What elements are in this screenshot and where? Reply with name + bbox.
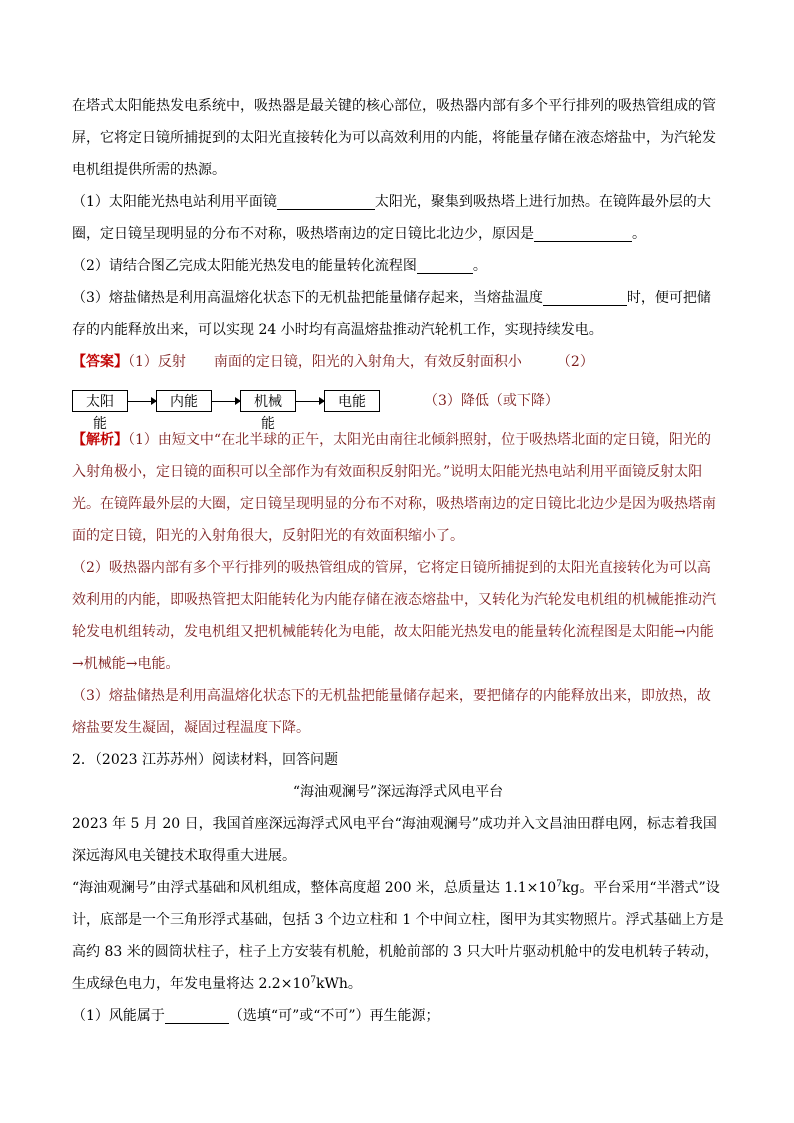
article-title: “海油观澜号”深远海浮式风电平台 (292, 784, 504, 800)
question-3-part-a: （3）熔盐储热是利用高温熔化状态下的无机盐把能量储存起来，当熔盐温度 (72, 290, 543, 306)
answer-blank[interactable] (277, 189, 375, 210)
paragraph-2-part-b: kg。平台采用“半潜式”设计，底部是一个三角形浮式基础，包括 3 个边立柱和 1 个中间立柱，图甲为其实物照片。浮式基础上方是高约 83 米的圆筒状柱子，柱子上方安装有机舱，机舱前部的 3 只大叶片驱动机舱中的发电机转子转动，生成绿色电力，年发电量将达 2.2×10 (72, 880, 724, 992)
question-1-part-c: 。 (632, 226, 646, 242)
question-4-part-a: （1）风能属于 (72, 1008, 165, 1024)
arrow-icon (296, 401, 324, 402)
question-3 (72, 282, 724, 346)
question-header: 2．（2023 江苏苏州）阅读材料，回答问题 (72, 752, 338, 768)
question-1 (72, 186, 724, 250)
flow-box-mechanical: 机械能 (240, 390, 296, 412)
analysis-3: （3）熔盐储热是利用高温熔化状态下的无机盐把能量储存起来，要把储存的内能释放出来，即放热，故熔盐要发生凝固，凝固过程温度下降。 (72, 688, 711, 736)
flow-box-internal: 内能 (156, 390, 212, 412)
answer-tag: 【答案】 (72, 354, 128, 370)
analysis-2: （2）吸热器内部有多个平行排列的吸热管组成的管屏，它将定日镜所捕捉到的太阳光直接转化为可以高效利用的内能，即吸热管把太阳能转化为内能存储在液态熔盐中，又转化为汽轮发电机组的机械能推动汽轮发电机组转动，发电机组又把机械能转化为电能，故太阳能光热发电的能量转化流程图是太阳能→内能→机械能→电能。 (72, 560, 716, 672)
answer-q3: （3）降低（或下降） (424, 393, 559, 409)
answer-blank[interactable] (543, 285, 627, 306)
energy-flow-diagram (72, 378, 724, 432)
arrow-icon (128, 401, 156, 402)
intro-paragraph: 在塔式太阳能热发电系统中，吸热器是最关键的核心部位，吸热器内部有多个平行排列的吸热管组成的管屏，它将定日镜所捕捉到的太阳光直接转化为可以高效利用的内能，将能量存储在液态熔盐中，为汽轮发电机组提供所需的热源。 (72, 98, 716, 178)
question-2-part-b: 。 (472, 258, 487, 274)
flow-box-electric: 电能 (324, 390, 380, 412)
question-1-part-a: （1）太阳能光热电站利用平面镜 (72, 194, 277, 210)
question-3-part-b: 时，便可把储存的内能释放出来，可以实现 24 小时均有高温熔盐推动汽轮机工作，实现持续发电。 (72, 290, 711, 338)
question-2 (72, 250, 724, 282)
answer-text: （1）反射 南面的定日镜，阳光的入射角大，有效反射面积小 （2） (128, 354, 594, 370)
question-4-part-b: （选填“可”或“不可”）再生能源； (228, 1008, 440, 1024)
article-paragraph-2 (72, 872, 724, 1000)
answer-blank[interactable] (165, 1003, 229, 1024)
analysis-1-text: （1）由短文中“在北半球的正午，太阳光由南往北倾斜照射，位于吸热塔北面的定日镜，阳光的入射角极小，定日镜的面积可以全部作为有效面积反射阳光。”说明太阳能光热电站利用平面镜反射太阳光。在镜阵最外层的大圈，定日镜呈现明显的分布不对称，吸热塔南边的定日镜比北边少是因为吸热塔南面的定日镜，阳光的入射角很大，反射阳光的有效面积缩小了。 (72, 432, 716, 544)
exponent: 7 (556, 879, 562, 890)
article-paragraph-1: 2023 年 5 月 20 日，我国首座深远海浮式风电平台“海油观澜号”成功并入文昌油田群电网，标志着我国深远海风电关键技术取得重大进展。 (72, 816, 717, 864)
question-1-part-b: 太阳光，聚集到吸热塔上进行加热。在镜阵最外层的大圈，定日镜呈现明显的分布不对称，吸热塔南边的定日镜比北边少，原因是 (72, 194, 711, 242)
arrow-icon (212, 401, 240, 402)
answer-line (72, 346, 724, 378)
paragraph-2-part-c: kWh。 (316, 976, 362, 992)
question-2-part-a: （2）请结合图乙完成太阳能光热发电的能量转化流程图 (72, 258, 417, 274)
flow-box-solar: 太阳能 (72, 390, 128, 412)
paragraph-2-part-a: “海油观澜号”由浮式基础和风机组成，整体高度超 200 米，总质量达 1.1×10 (72, 880, 557, 896)
question-4 (72, 1000, 724, 1032)
analysis-1 (72, 424, 724, 552)
analysis-tag: 【解析】 (72, 432, 128, 448)
document-content (72, 90, 724, 1032)
answer-blank[interactable] (534, 221, 632, 242)
answer-blank[interactable] (417, 253, 473, 274)
exponent: 7 (310, 975, 316, 986)
